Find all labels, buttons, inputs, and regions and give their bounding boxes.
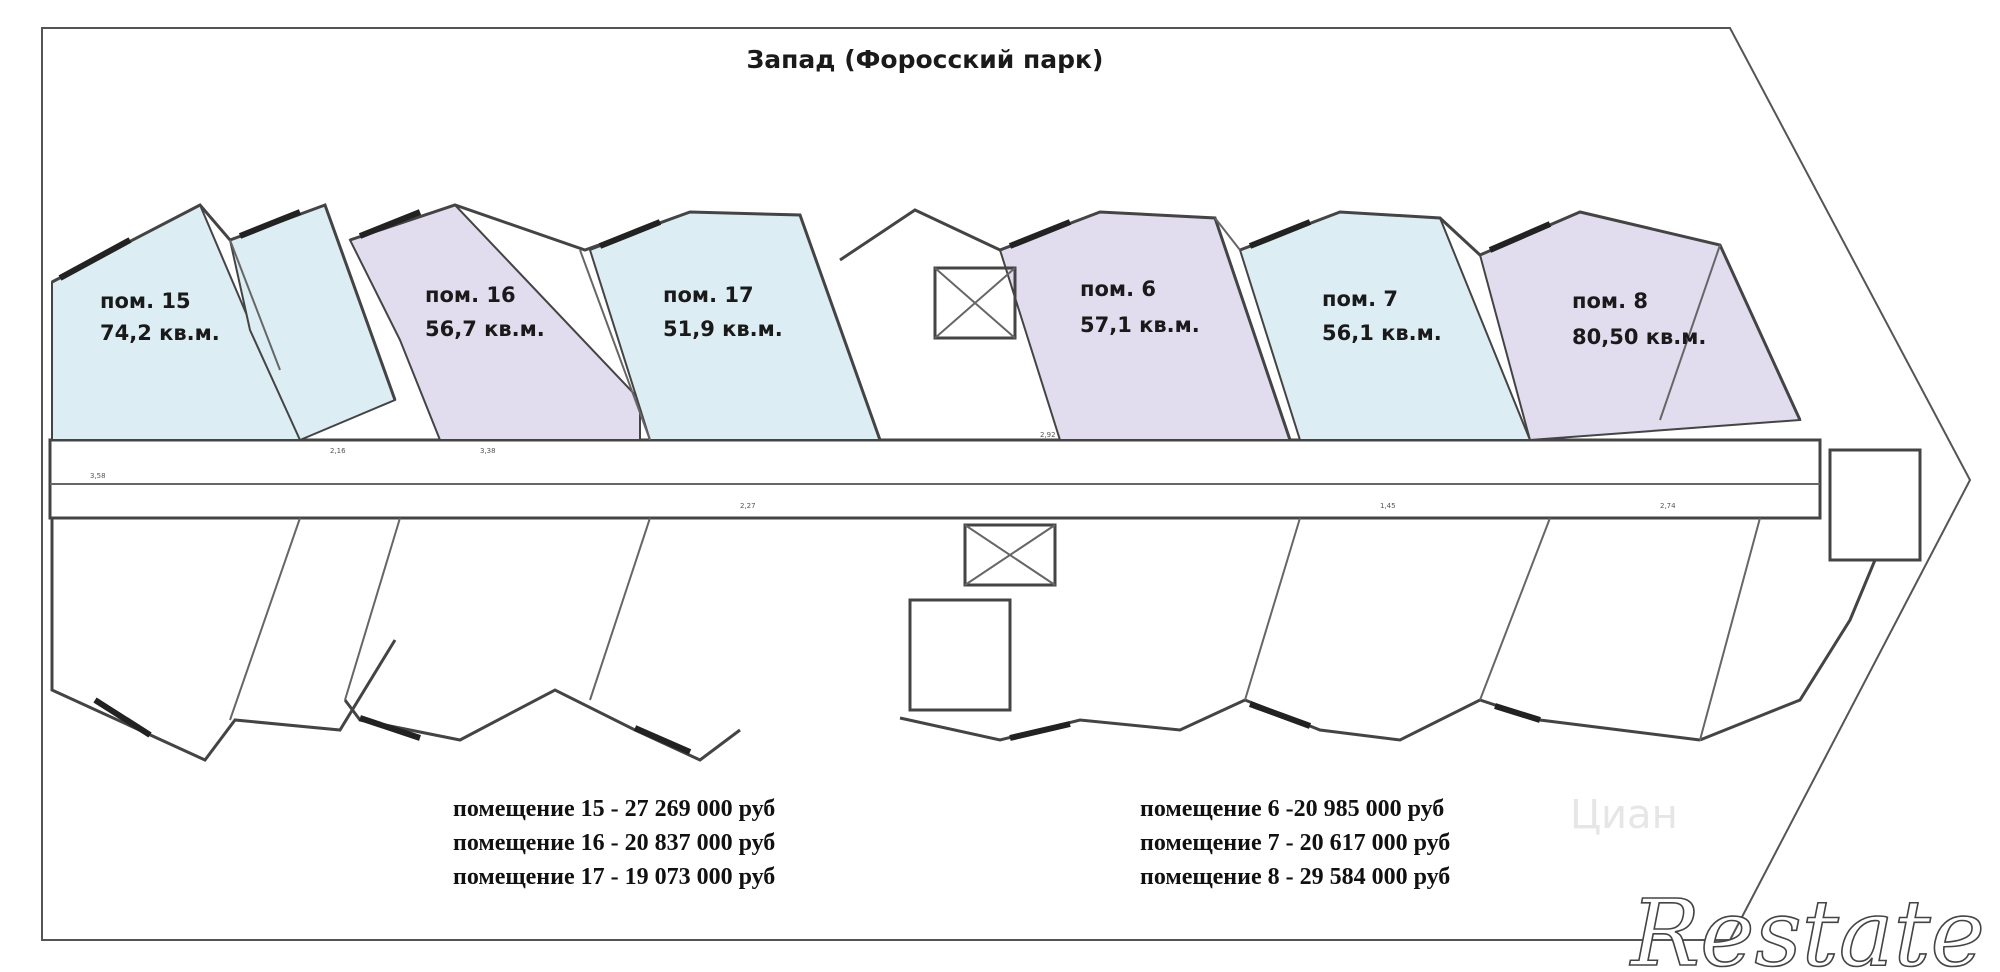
room-area: 74,2 кв.м.: [100, 321, 220, 345]
stairwell-east: [1830, 450, 1920, 560]
price-line: помещение 7 - 20 617 000 руб: [1140, 830, 1451, 856]
dimension-mark: 2,74: [1660, 502, 1676, 510]
plan-title: Запад (Форосский парк): [746, 45, 1104, 74]
room-name: пом. 7: [1322, 287, 1399, 311]
partition: [1480, 518, 1550, 700]
room-area: 56,1 кв.м.: [1322, 321, 1442, 345]
room-name: пом. 16: [425, 283, 516, 307]
dimension-mark: 1,45: [1380, 502, 1396, 510]
price-line: помещение 17 - 19 073 000 руб: [453, 864, 776, 890]
stairwell: [910, 600, 1010, 710]
partition: [590, 518, 650, 700]
window: [1250, 704, 1310, 726]
dimension-mark: 2,16: [330, 447, 346, 455]
partition: [1700, 518, 1760, 740]
price-line: помещение 8 - 29 584 000 руб: [1140, 864, 1451, 890]
price-line: помещение 16 - 20 837 000 руб: [453, 830, 776, 856]
dimension-mark: 2,27: [740, 502, 756, 510]
lower-wall-3: [900, 700, 1245, 740]
window: [635, 728, 690, 752]
price-list-right: [1140, 796, 1450, 890]
faint-watermark: Циан: [1570, 792, 1678, 838]
price-list-left: [453, 796, 775, 890]
price-line: помещение 6 -20 985 000 руб: [1140, 796, 1445, 822]
room-name: пом. 6: [1080, 277, 1157, 301]
price-line: помещение 15 - 27 269 000 руб: [453, 796, 776, 822]
partition: [345, 518, 400, 700]
room-name: пом. 17: [663, 283, 754, 307]
room-area: 51,9 кв.м.: [663, 317, 783, 341]
room-area: 57,1 кв.м.: [1080, 313, 1200, 337]
window: [95, 700, 150, 735]
room-name: пом. 8: [1572, 289, 1649, 313]
partition: [230, 518, 300, 720]
dimension-mark: 2,92: [1040, 431, 1056, 439]
dimension-mark: 3,38: [480, 447, 496, 455]
window: [1495, 706, 1540, 720]
lower-wall-4: [1245, 700, 1700, 740]
dimension-mark: 3,58: [90, 472, 106, 480]
lower-wall-1: [52, 518, 395, 760]
corridor: [50, 440, 1820, 518]
room-name: пом. 15: [100, 289, 191, 313]
partition: [1245, 518, 1300, 700]
room-area: 80,50 кв.м.: [1572, 325, 1707, 349]
window: [1010, 724, 1070, 738]
restate-watermark: Restate: [1630, 880, 1985, 972]
window: [360, 718, 420, 738]
room-area: 56,7 кв.м.: [425, 317, 545, 341]
